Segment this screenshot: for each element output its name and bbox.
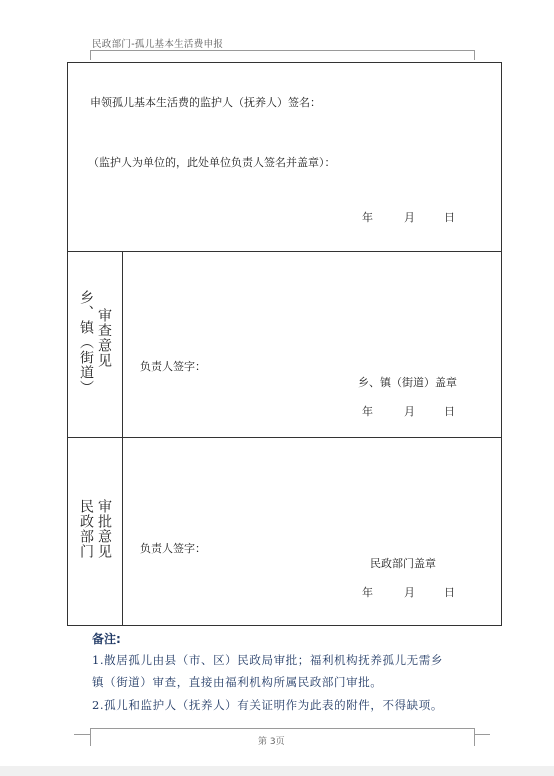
- civil-affairs-approval-label-b: 审批意见: [96, 499, 112, 559]
- township-review-label-b: 审查意见: [96, 308, 112, 368]
- date-year: 年: [362, 586, 373, 599]
- civil-affairs-signature-label: 负责人签字：: [140, 542, 206, 555]
- header-rule: [90, 50, 475, 51]
- township-review-label-a: 乡、镇（街道）: [78, 290, 94, 395]
- footer-rule: [90, 728, 475, 729]
- notes-title: 备注:: [92, 632, 121, 646]
- page-header-title: 民政部门-孤儿基本生活费申报: [92, 39, 224, 50]
- date-month: 月: [404, 405, 415, 418]
- viewer-bottom-band: [0, 766, 554, 776]
- row-divider-2: [67, 437, 502, 438]
- date-year: 年: [362, 405, 373, 418]
- row-divider-1: [67, 251, 502, 252]
- civil-affairs-approval-label-a: 民政部门: [78, 499, 94, 559]
- date-month: 月: [404, 586, 415, 599]
- footer-corner-right: [474, 728, 475, 746]
- note-line-1: 1.散居孤儿由县（市、区）民政局审批；福利机构抚养孤儿无需乡: [92, 653, 443, 667]
- column-divider: [122, 251, 123, 626]
- footer-margin-mark-left: [74, 734, 90, 735]
- unit-signature-note: （监护人为单位的，此处单位负责人签名并盖章）：: [88, 156, 336, 169]
- footer-margin-mark-right: [474, 734, 490, 735]
- header-corner-right: [474, 50, 475, 60]
- township-seal-label: 乡、镇（街道）盖章: [358, 376, 457, 389]
- guardian-signature-label: 申领孤儿基本生活费的监护人（抚养人）签名：: [90, 96, 321, 109]
- note-line-2: 镇（街道）审查，直接由福利机构所属民政部门审批。: [92, 675, 383, 689]
- date-year: 年: [362, 211, 373, 224]
- date-month: 月: [404, 211, 415, 224]
- date-day: 日: [444, 211, 455, 224]
- civil-affairs-seal-label: 民政部门盖章: [370, 557, 436, 570]
- date-day: 日: [444, 586, 455, 599]
- page-number: 第 3页: [258, 737, 285, 747]
- township-signature-label: 负责人签字：: [140, 360, 206, 373]
- application-form-table: [67, 62, 502, 626]
- header-corner-left: [90, 50, 91, 60]
- footer-corner-left: [90, 728, 91, 746]
- note-line-3: 2.孤儿和监护人（抚养人）有关证明作为此表的附件，不得缺项。: [92, 698, 443, 712]
- date-day: 日: [444, 405, 455, 418]
